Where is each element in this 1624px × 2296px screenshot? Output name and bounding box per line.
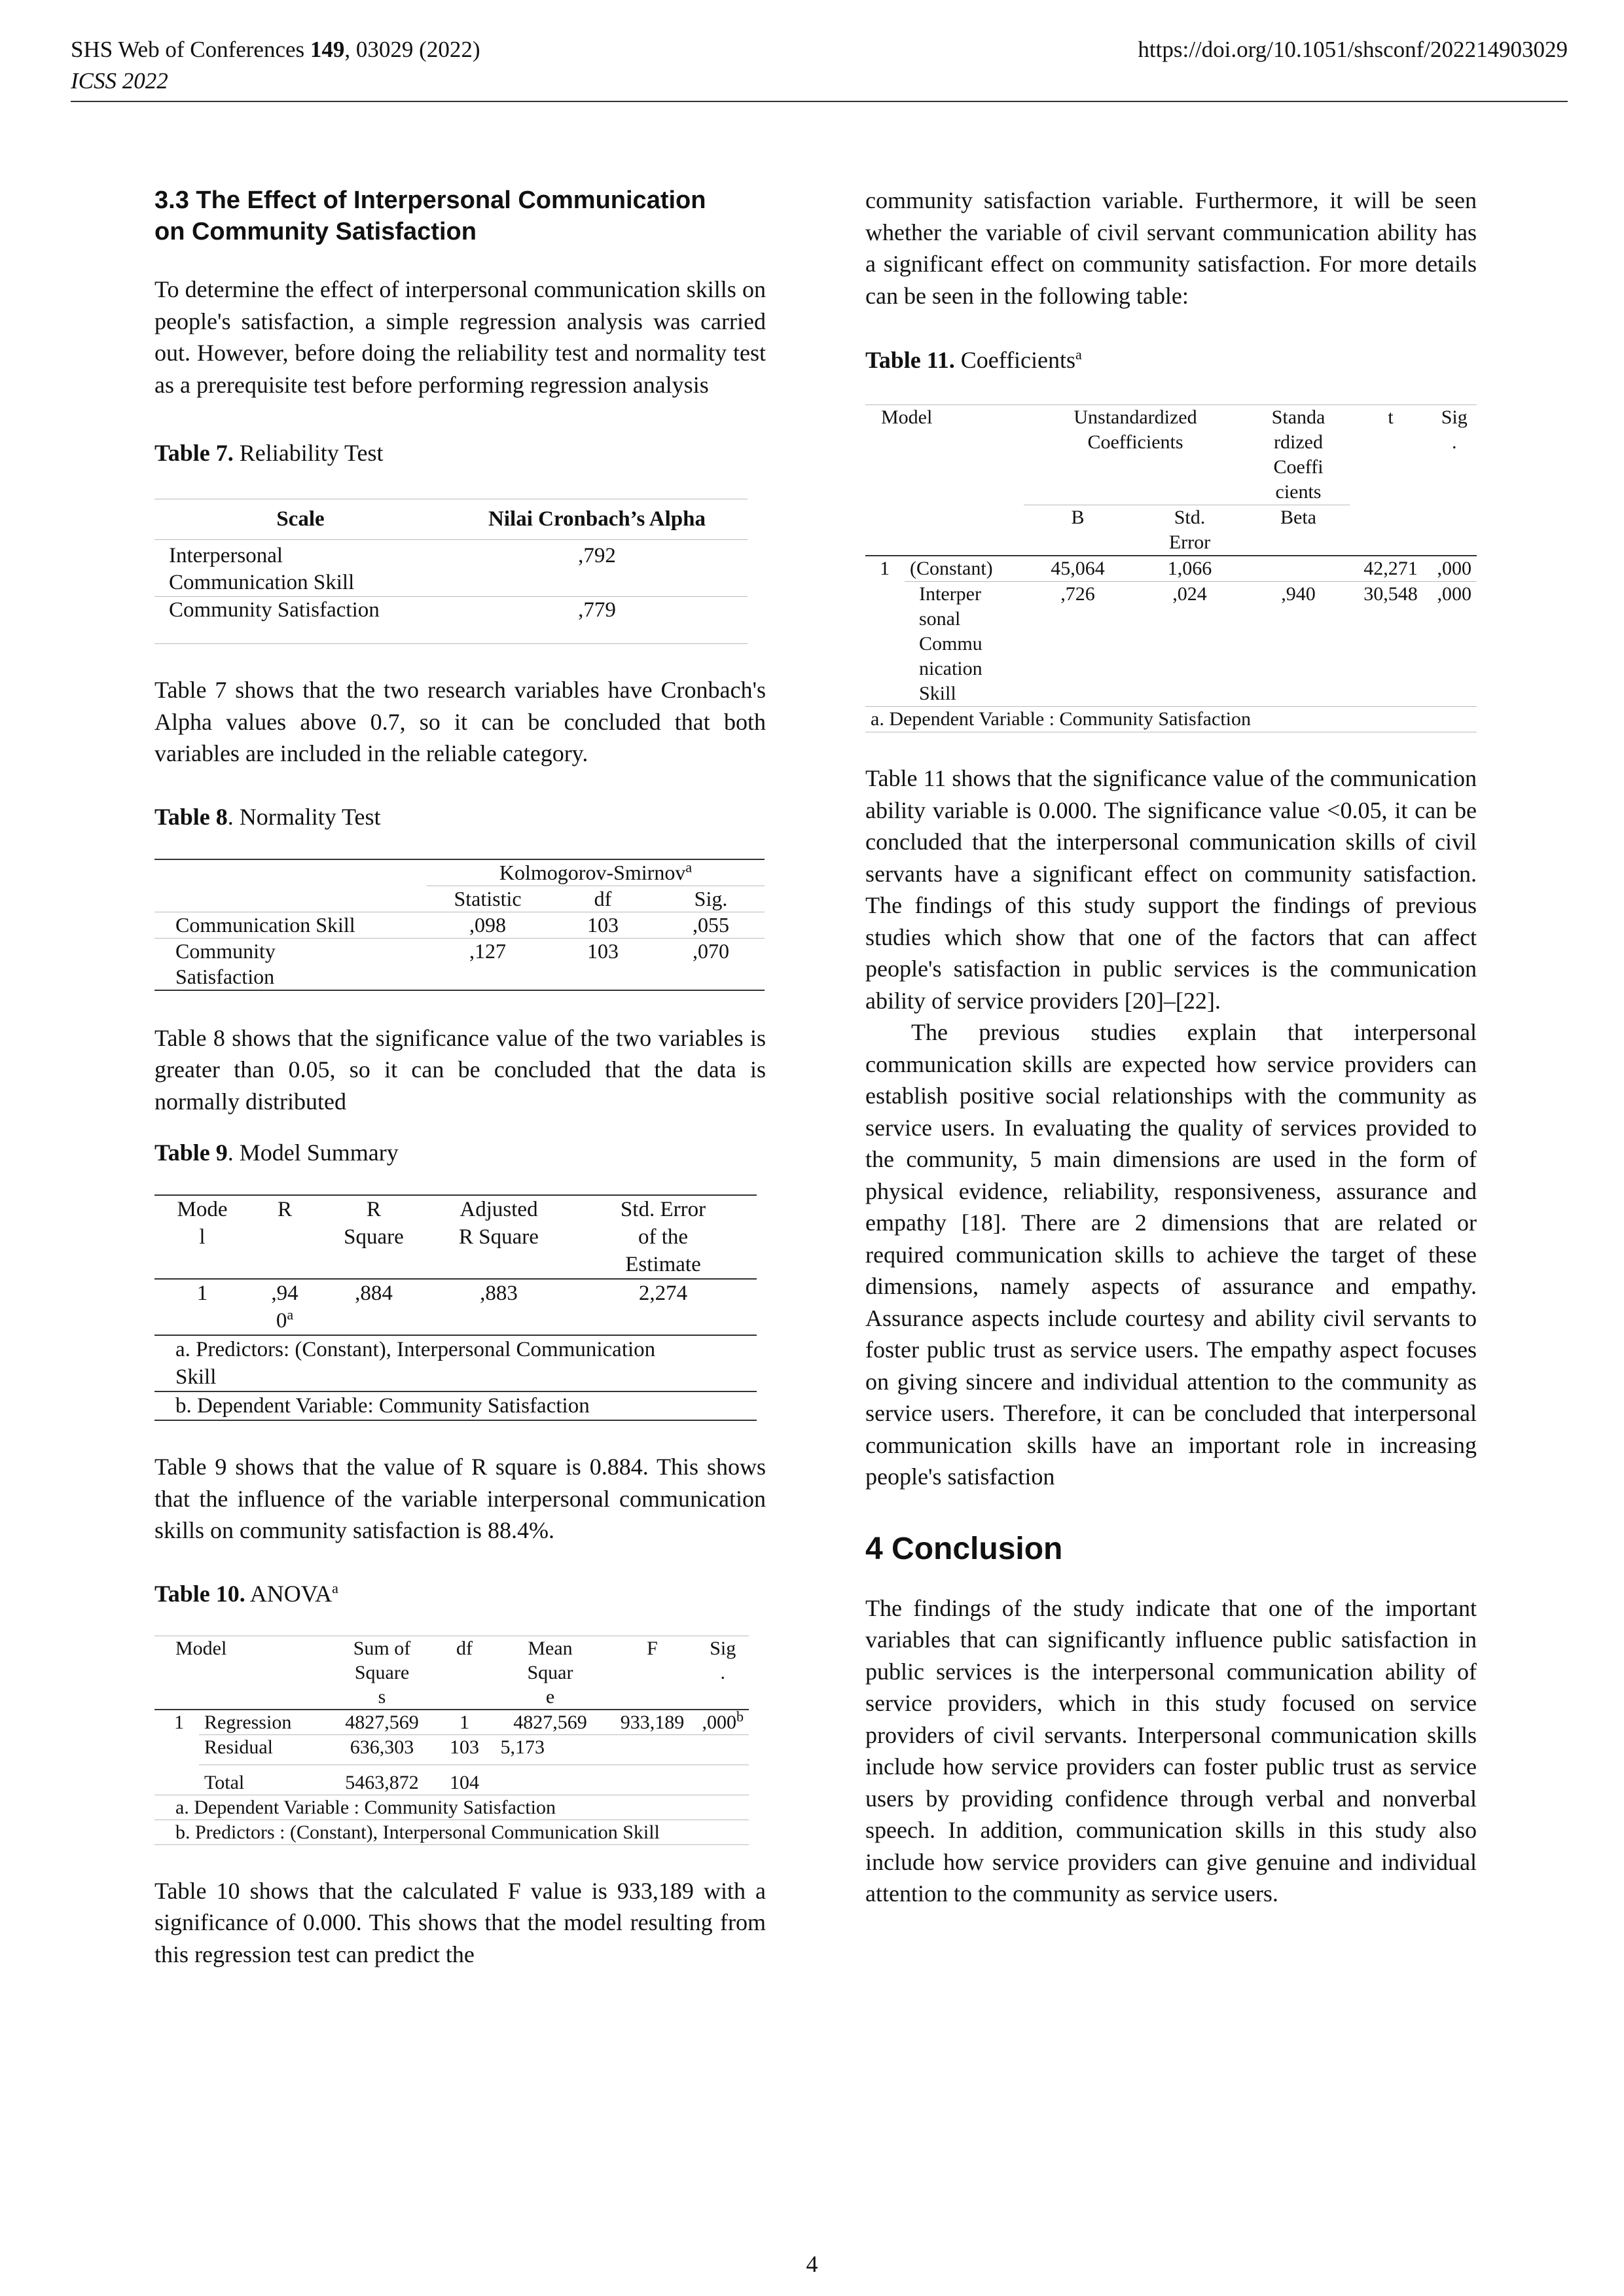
table-header-row (154, 859, 765, 886)
table-note-row (154, 1795, 749, 1820)
cell-model-num: 1 (174, 1711, 184, 1733)
header-b: B (1071, 507, 1085, 528)
table-row (865, 556, 1477, 582)
section-3-3-intro: To determine the effect of interpersonal communication skills on people's satisfaction, a simple regression analysis was carried out. However, before doing the reliability test and normality test as a prerequisite test before performing regression analysis (154, 276, 766, 398)
cell-adjusted: ,883 (428, 1279, 569, 1335)
table8-discussion: Table 8 shows that the significance value of the two variables is greater than 0.05, so it can be concluded that the data is normally distributed (154, 1024, 766, 1115)
cell-b: 45,064 (1024, 556, 1132, 582)
cell-sig: ,055 (657, 912, 765, 938)
cell-std-error: 2,274 (569, 1279, 757, 1335)
cell-r-square: ,884 (319, 1279, 428, 1335)
left-column (154, 185, 766, 1970)
header-sig: Sig . (1432, 405, 1477, 556)
coefficients-intro: community satisfaction variable. Furthermore, it will be seen whether the variable of civil servant communication ability has a significant effect on community satisfaction. For more details can be seen in the following table: (865, 187, 1477, 309)
table-header-row (865, 405, 1477, 505)
note-predictors: b. Predictors : (Constant), Interpersonal Communication Skill (154, 1820, 749, 1844)
table-header-row (154, 499, 748, 540)
header-divider (71, 101, 1568, 102)
section-heading-3-3: 3.3 The Effect of Interpersonal Communication on Community Satisfaction (154, 187, 706, 245)
cell-beta (1248, 556, 1350, 582)
header-cronbach: Nilai Cronbach’s Alpha (446, 499, 748, 540)
cell-b: ,726 (1060, 583, 1095, 605)
table10-discussion: Table 10 shows that the calculated F value is 933,189 with a significance of 0.000. This shows that the model resulting from this regression test can predict the (154, 1877, 766, 1967)
header-kolmogorov: Kolmogorov-Smirnov$^a$ (427, 859, 765, 886)
table8-normality (154, 859, 765, 991)
cell-t: 42,271 (1350, 556, 1432, 582)
header-statistic: Statistic (427, 886, 549, 912)
table-header-row (154, 1636, 749, 1710)
table-row (154, 1765, 749, 1795)
header-sum-of-squares: Sum of Square s (328, 1636, 437, 1710)
running-header-left (71, 34, 480, 97)
table-row (154, 938, 765, 990)
conference-name: ICSS 2022 (71, 68, 168, 94)
header-f: F (608, 1636, 697, 1710)
header-adjusted: Adjusted R Square (428, 1195, 569, 1279)
table7-caption: Table 7. Reliability Test (154, 440, 384, 466)
table10-anova (154, 1636, 749, 1845)
page-number: 4 (806, 2251, 818, 2277)
header-df: df (437, 1636, 493, 1710)
cell-source: Residual (199, 1734, 328, 1765)
cell-sig: ,070 (657, 938, 765, 990)
cell-df: 103 (549, 938, 657, 990)
cell-predictor: (Constant) (905, 556, 1024, 582)
section-heading-4: 4 Conclusion (865, 1531, 1063, 1566)
cell-source: Total (199, 1765, 328, 1795)
cell-f: 933,189 (608, 1710, 697, 1735)
table-note-row (154, 1820, 749, 1844)
note-dependent: a. Dependent Variable : Community Satisfaction (154, 1795, 749, 1820)
table11-coefficients (865, 404, 1477, 732)
header-r: R (250, 1195, 319, 1279)
doi-link[interactable]: https://doi.org/10.1051/shsconf/202214903029 (1138, 37, 1568, 62)
header-standardized: Standa rdized Coeffi cients (1248, 405, 1350, 505)
table8-caption: Table 8. Normality Test (154, 803, 381, 830)
cell-sig: ,000 (1437, 583, 1471, 605)
header-model: Model (865, 405, 1024, 556)
table-row (154, 540, 748, 597)
cell-ss: 5463,872 (328, 1765, 437, 1795)
cell-ms: 5,173 (493, 1734, 608, 1765)
header-sig: Sig . (697, 1636, 749, 1710)
table7-discussion: Table 7 shows that the two research variables have Cronbach's Alpha values above 0.7, so it can be concluded that both variables are included in the reliable category. (154, 677, 766, 766)
header-t: t (1350, 405, 1432, 556)
cell-source: Regression (199, 1710, 328, 1735)
header-sig: Sig. (657, 886, 765, 912)
cell-std-error: 1,066 (1132, 556, 1248, 582)
table-note-row (154, 1335, 757, 1391)
cell-df: 104 (437, 1765, 493, 1795)
header-model: Model (154, 1636, 328, 1710)
right-column (865, 185, 1477, 1910)
cell-statistic: ,098 (427, 912, 549, 938)
header-std-error: Std. Error (1168, 507, 1211, 553)
note-predictors: a. Predictors: (Constant), Interpersonal Communication Skill (154, 1335, 757, 1391)
table11-caption: Table 11. Coefficients$^a$ (865, 346, 1082, 373)
cell-model-num (154, 1765, 199, 1795)
table-note-row (865, 707, 1477, 732)
header-mean-square: Mean Squar e (493, 1636, 608, 1710)
discussion-paragraph-1: Table 11 shows that the significance value of the communication ability variable is 0.000. The significance value <0.05, it can be concluded that the interpersonal communication skills of civil servants have a significant effect on community satisfaction. The findings of this study support the findings of previous studies which show that one of the factors that can affect people's satisfaction in public services is the communication ability of service providers [20]–[22]. (865, 765, 1477, 1014)
cell-std-error: ,024 (1172, 583, 1207, 605)
header-std-error: Std. Error of the Estimate (569, 1195, 757, 1279)
scale-interpersonal: Interpersonal Communication Skill (154, 540, 446, 597)
cell-beta: ,940 (1281, 583, 1316, 605)
table9-discussion: Table 9 shows that the value of R square is 0.884. This shows that the influence of the variable interpersonal communication skills on community satisfaction is 88.4%. (154, 1454, 766, 1543)
cell-model-num (154, 1734, 199, 1765)
table9-caption: Table 9. Model Summary (154, 1139, 399, 1166)
cell-df: 103 (549, 912, 657, 938)
cell-model-num: 1 (865, 556, 905, 582)
header-unstandardized: Unstandardized Coefficients (1024, 405, 1248, 505)
cell-ms: 4827,569 (493, 1710, 608, 1735)
scale-community: Community Satisfaction (154, 597, 446, 644)
header-model: Mode l (154, 1195, 250, 1279)
cell-r: ,94 0$^a$ (250, 1279, 319, 1335)
table-row (154, 1734, 749, 1765)
cell-sig: ,000$^b$ (697, 1710, 749, 1735)
cell-statistic: ,127 (427, 938, 549, 990)
journal-volume: 149 (310, 37, 345, 62)
table-row (154, 1279, 757, 1335)
table-note-row (154, 1391, 757, 1420)
table-header-row (154, 886, 765, 912)
header-beta: Beta (1280, 507, 1316, 528)
cell-df: 103 (437, 1734, 493, 1765)
alpha-value: ,792 (446, 540, 748, 597)
row-name: Community Satisfaction (154, 938, 427, 990)
cell-t: 30,548 (1363, 583, 1418, 605)
cell-model: 1 (154, 1279, 250, 1335)
note-dependent: a. Dependent Variable : Community Satisfaction (865, 707, 1477, 732)
discussion-paragraph-2: The previous studies explain that interpersonal communication skills are expected how service providers can establish positive social relationships with the community as service users. In evaluating the quality of services provided to the community, 5 main dimensions are used in the form of physical evidence, reliability, responsiveness, assurance and empathy [18]. There are 2 dimensions that are related or required communication skills to achieve the target of these dimensions, namely aspects of assurance and empathy. Assurance aspects include courtesy and ability civil servants to foster public trust as service users. The empathy aspect focuses on giving sincere and individual attention to the community as service users. Therefore, it can be concluded that interpersonal communication skills have an important role in increasing people's satisfaction (865, 1019, 1477, 1490)
conclusion-paragraph: The findings of the study indicate that one of the important variables that can significantly influence public satisfaction in public services is the interpersonal communication ability of service providers, which in this study focused on service providers of civil servants. Interpersonal communication skills include how service providers can foster public trust as service users by providing confidence through verbal and nonverbal speech. In addition, communication skills in this study also include how service providers can give genuine and individual attention to the community as service users. (865, 1594, 1477, 1907)
header-scale: Scale (154, 499, 446, 540)
table7-reliability (154, 499, 748, 644)
table9-model-summary (154, 1194, 757, 1421)
header-r-square: R Square (319, 1195, 428, 1279)
table-row (865, 582, 1477, 707)
table-row (154, 597, 748, 644)
table-row (154, 912, 765, 938)
alpha-value: ,779 (446, 597, 748, 644)
table10-caption: Table 10. ANOVA$^a$ (154, 1579, 338, 1607)
journal-citation: SHS Web of Conferences 149, 03029 (2022) (71, 37, 480, 62)
note-dependent: b. Dependent Variable: Community Satisfaction (154, 1391, 757, 1420)
table-row (154, 1710, 749, 1735)
row-name: Communication Skill (154, 912, 427, 938)
cell-ss: 636,303 (328, 1734, 437, 1765)
cell-sig: ,000 (1432, 556, 1477, 582)
cell-ss: 4827,569 (328, 1710, 437, 1735)
cell-predictor: Interper sonal Commu nication Skill (919, 583, 983, 704)
table-header-row (154, 1195, 757, 1279)
header-df: df (549, 886, 657, 912)
cell-df: 1 (437, 1710, 493, 1735)
